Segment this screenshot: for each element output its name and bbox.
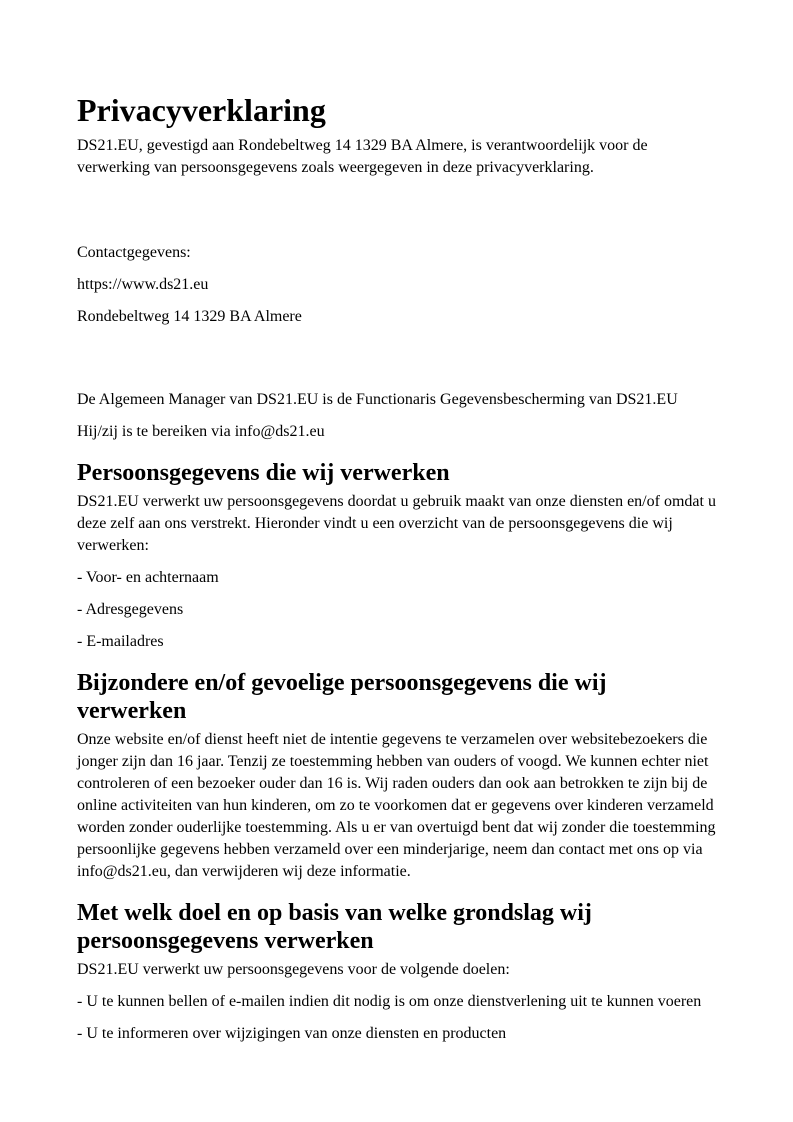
section-paragraph: Onze website en/of dienst heeft niet de intentie gegevens te verzamelen over websitebezoekers die jonger zijn dan 16 jaar. Tenzij ze toestemming hebben van ouders of voogd. We kunnen echter niet controleren of een bezoeker ouder dan 16 is. Wij raden ouders dan ook aan betrokken te zijn bij de online activiteiten van hun kinderen, om zo te voorkomen dat er gegevens over kinderen verzameld worden zonder ouderlijke toestemming. Als u er van overtuigd bent dat wij zonder die toestemming persoonlijke gegevens hebben verzameld over een minderjarige, neem dan contact met ons op via info@ds21.eu, dan verwijderen wij deze informatie. [77,731,716,880]
company-address: Rondebeltweg 14 1329 BA Almere [77,308,302,325]
list-item: - Adresgegevens [77,601,184,618]
page-title: Privacyverklaring [77,92,326,128]
list-item: - Voor- en achternaam [77,569,219,586]
dpo-line: De Algemeen Manager van DS21.EU is de Functionaris Gegevensbescherming van DS21.EU [77,391,678,408]
intro-paragraph: DS21.EU, gevestigd aan Rondebeltweg 14 1329 BA Almere, is verantwoordelijk voor de verwerking van persoonsgegevens zoals weergegeven in deze privacyverklaring. [77,137,648,176]
section-bijzondere-gegevens [77,669,716,883]
list-item: - U te informeren over wijzigingen van onze diensten en producten [77,1025,507,1042]
section-heading: Bijzondere en/of gevoelige persoonsgegevens die wij verwerken [77,670,607,724]
section-doel-grondslag [77,899,716,1045]
dpo-contact-line: Hij/zij is te bereiken via info@ds21.eu [77,423,325,440]
section-paragraph: DS21.EU verwerkt uw persoonsgegevens voor de volgende doelen: [77,961,510,978]
website-url: https://www.ds21.eu [77,276,209,293]
section-heading: Met welk doel en op basis van welke grondslag wij persoonsgegevens verwerken [77,900,592,954]
list-item: - U te kunnen bellen of e-mailen indien dit nodig is om onze dienstverlening uit te kunnen voeren [77,993,702,1010]
section-paragraph: DS21.EU verwerkt uw persoonsgegevens doordat u gebruik maakt van onze diensten en/of omdat u deze zelf aan ons verstrekt. Hieronder vindt u een overzicht van de persoonsgegevens die wij verwerken: [77,493,716,554]
section-heading: Persoonsgegevens die wij verwerken [77,460,450,486]
vertical-spacer [77,179,716,232]
contact-label: Contactgegevens: [77,244,191,261]
vertical-spacer [77,328,716,379]
section-persoonsgegevens [77,459,716,653]
list-item: - E-mailadres [77,633,164,650]
